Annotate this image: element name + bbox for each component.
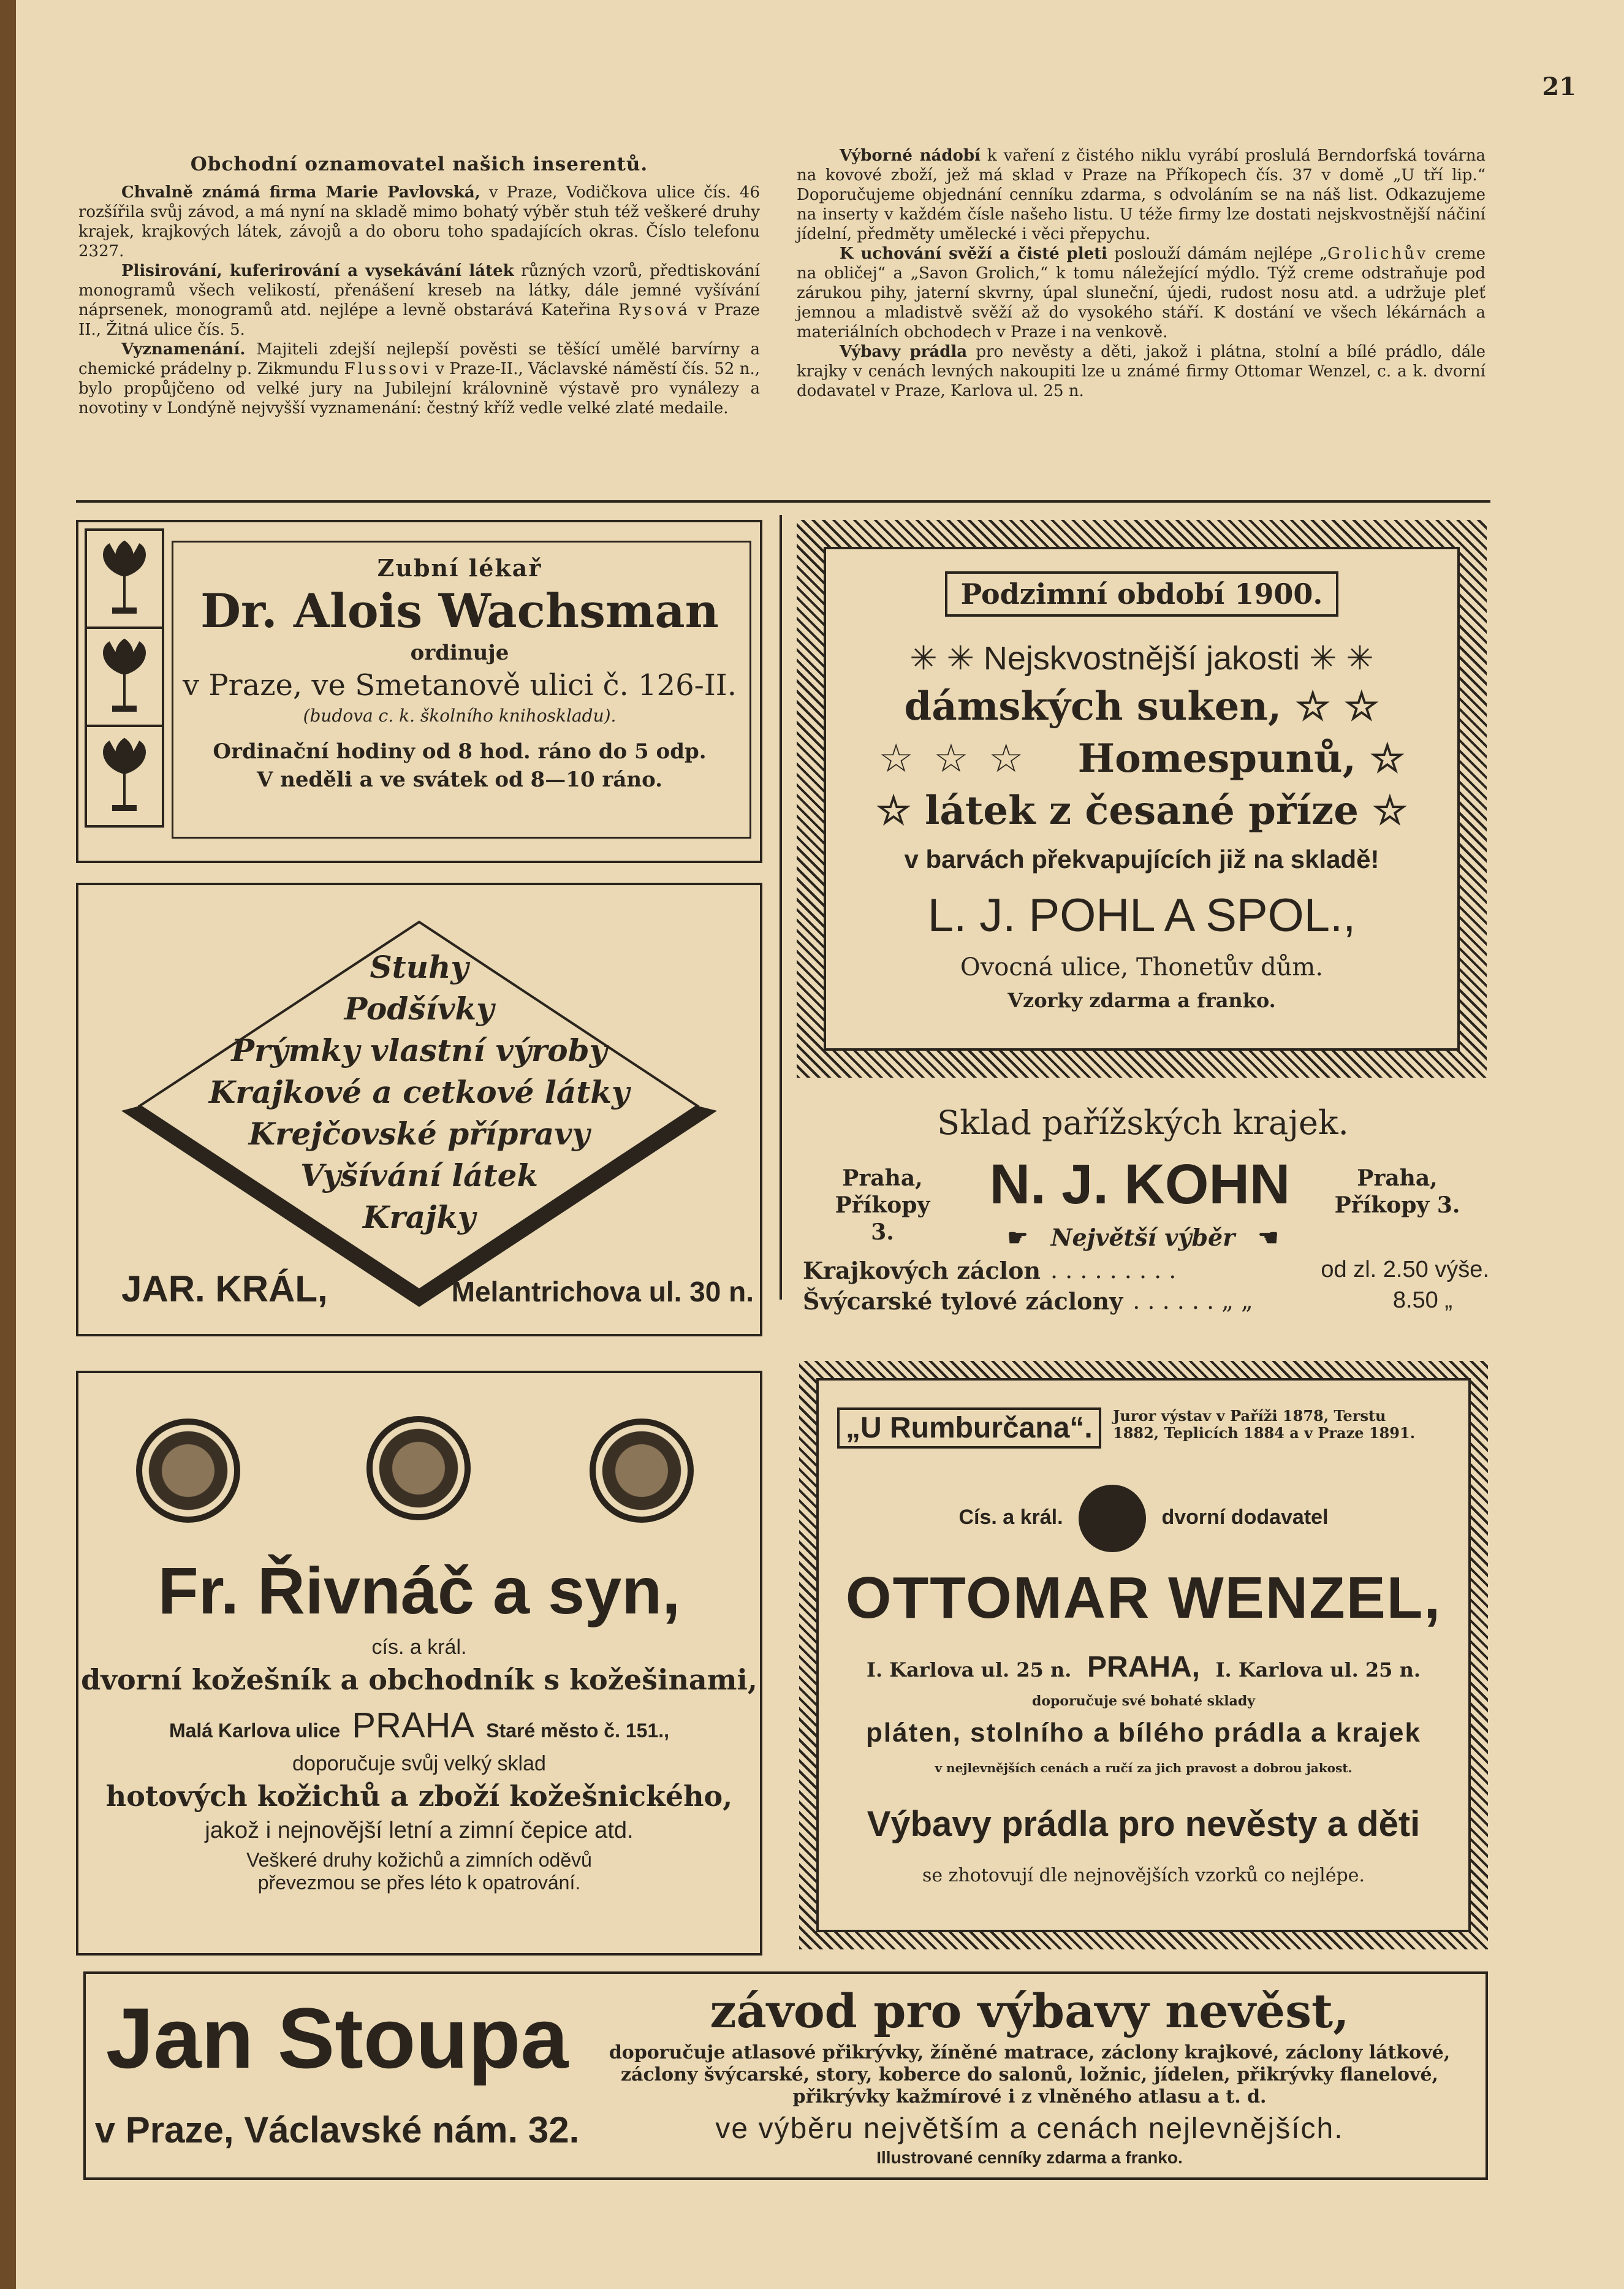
notice-fluss: Vyznamenání. Majiteli zdejší nejlepší pověsti se těšící umělé barvírny a chemické prádelny p. Zikmundu Flussovi v Praze-II., Václavské náměstí čís. 52 n., bylo propůjčeno od velké jury na Jubilejní královnině výstavě pro vynálezy a novotiny v Londýně nejvyšší vyznamenání: čestný kříž vedle velké zlaté medaile. <box>78 340 760 417</box>
kral-item: Krajkové a cetkové látky <box>208 1074 630 1110</box>
wenzel-inner <box>816 1378 1471 1932</box>
dentist-building: (budova c. k. školního knihoskladu). <box>303 706 617 726</box>
kohn-row2-dots: . . . . . . „ „ <box>1133 1287 1253 1314</box>
kral-items <box>170 946 668 1238</box>
pohl-heading-box <box>945 571 1339 617</box>
ad-wenzel <box>799 1361 1488 1949</box>
palm-icon <box>87 629 162 727</box>
kral-item: Vyšívání látek <box>300 1157 539 1194</box>
wenzel-addr-a: I. Karlova ul. 25 n. <box>867 1658 1072 1682</box>
ad-kral <box>76 883 762 1336</box>
wenzel-purveyor-b: dvorní dodavatel <box>1161 1505 1329 1529</box>
kral-item: Podšívky <box>344 991 495 1027</box>
kohn-selection: Největší výběr <box>1050 1224 1235 1251</box>
pohl-line3: Homespunů, ☆ <box>1077 736 1405 782</box>
notice-wenzel: Výbavy prádla pro nevěsty a děti, jakož i plátna, stolní a bílé prádlo, dále krajky v cenách levných nakoupiti lze u známé firmy Ottomar Wenzel, c. a k. dvorní dodavatel v Praze, Karlova ul. 25 n. <box>797 343 1486 400</box>
notice-berndorf: Výborné nádobí k vaření z čistého niklu vyrábí proslulá Berndorfská továrna na kovové zboží, jež má sklad v Praze na Příkopech čís. 37 v domě „U tří lip.“ Doporučujeme objednání cenníku zdarma, s odvoláním se na náš list. Odkazujeme na inserty v každém čísle našeho listu. U téže firmy lze dostati nejskvostnější náčiní jídelní, předměty umělecké i věci přepychu. <box>797 147 1486 243</box>
pointing-hand-left-icon: ☚ <box>1258 1224 1279 1251</box>
pohl-line3-row <box>826 736 1457 782</box>
ad-kohn <box>797 1103 1489 1324</box>
stoupa-footer: Illustrované cenníky zdarma a franko. <box>876 2148 1183 2167</box>
dentist-sunday: V neděli a ve svátek od 8—10 ráno. <box>256 767 663 792</box>
column-title: Obchodní oznamovatel našich inserentů. <box>190 153 648 175</box>
pohl-heading: Podzimní období 1900. <box>960 577 1323 611</box>
pohl-line4: ☆ látek z česané příze ☆ <box>876 788 1408 834</box>
kral-item: Krajky <box>363 1199 476 1235</box>
kohn-right-street: Příkopy 3. <box>1334 1192 1460 1218</box>
medal-icon <box>590 1419 694 1523</box>
star-icons: ☆ ☆ ☆ <box>878 736 1028 782</box>
palm-icon <box>87 531 162 629</box>
rivnac-city: PRAHA <box>352 1705 475 1745</box>
notice-grolich: K uchování svěží a čisté pleti poslouží dámám nejlépe „Grolichův creme na obličej“ a „Savon Grolich,“ k tomu náležející mýdlo. Týž creme odstraňuje pod zárukou pihy, jaterní skvrny, úpal sluneční, újedi, rudost nosu atd. a udržuje pleť jemnou a mladistvě svěží až do vysokého stáří. K dostání ve všech lékárnách a materiálních obchodech v Praze i na venkově. <box>797 245 1486 341</box>
ad-pohl <box>797 520 1487 1078</box>
rivnac-line4: doporučuje svůj velký sklad <box>292 1752 546 1775</box>
kohn-firm: N. J. KOHN <box>989 1153 1291 1216</box>
page-edge <box>0 0 16 2289</box>
notice-rysova: Plisirování, kuferirování a vysekávání látek různých vzorů, předtiskování monogramů všech velikostí, přenášení kreseb na látky, dále jemné vyšívání náprsenek, monogramů atd. nejlépe a levně obstarává Kateřina Rysová v Praze II., Žitná ulice čís. 5. <box>78 262 761 339</box>
wenzel-addr-b: PRAHA, <box>1087 1651 1200 1683</box>
wenzel-sign-box <box>837 1407 1101 1449</box>
wenzel-firm: OTTOMAR WENZEL, <box>845 1565 1442 1631</box>
rivnac-street: Malá Karlova ulice <box>169 1720 341 1742</box>
stoupa-right <box>576 1984 1483 2168</box>
pohl-samples: Vzorky zdarma a franko. <box>1007 989 1276 1012</box>
wenzel-line5: se zhotovují dle nejnovějších vzorků co nejlépe. <box>922 1865 1365 1886</box>
ad-rivnac <box>76 1371 762 1956</box>
rivnac-line3-row <box>78 1705 760 1746</box>
wenzel-sign: „U Rumburčana“. <box>846 1412 1093 1444</box>
rivnac-line5: hotových kožichů a zboží kožešnického, <box>105 1780 733 1813</box>
wenzel-line1: doporučuje své bohaté sklady <box>1031 1693 1256 1709</box>
rivnac-district: Staré město č. 151., <box>486 1720 670 1742</box>
column-divider <box>780 515 782 1300</box>
stoupa-address: v Praze, Václavské nám. 32. <box>94 2109 580 2150</box>
wenzel-purveyor-row <box>819 1485 1468 1552</box>
kral-name: JAR. KRÁL, <box>121 1268 328 1309</box>
pohl-line2: dámských suken, ☆ ☆ <box>904 684 1379 729</box>
stoupa-text: doporučuje atlasové přikrývky, žíněné matrace, záclony krajkové, záclony látkové, záclony švýcarské, story, koberce do salonů, ložnic, jídelen, přikrývky flanelové, přikrývky kažmírové i z vlněného atlasu a t. d. <box>609 2042 1451 2108</box>
kohn-price-1 <box>803 1257 1489 1284</box>
kohn-heading: Sklad pařížských krajek. <box>937 1103 1349 1142</box>
palm-icon <box>87 727 162 825</box>
kohn-price-2 <box>803 1287 1489 1315</box>
kohn-right-city: Praha, <box>1357 1165 1438 1191</box>
wenzel-purveyor-a: Cís. a král. <box>958 1505 1063 1529</box>
pohl-text <box>826 549 1457 1012</box>
kohn-left-street: Příkopy 3. <box>835 1192 930 1245</box>
dentist-hours: Ordinační hodiny od 8 hod. ráno do 5 odp. <box>213 739 707 764</box>
ad-stoupa <box>83 1971 1488 2180</box>
wenzel-line3: v nejlevnějších cenách a ručí za jich pravost a dobrou jakost. <box>935 1761 1353 1775</box>
notice-pavlovska: Chvalně známá firma Marie Pavlovská, v Praze, Vodičkova ulice čís. 46 rozšířila svůj závod, a má nyní na skladě mimo bohatý výběr stuh též veškeré druhy krajek, krajkových látek, závojů a do oboru toho spadajících okras. Číslo telefonu 2327. <box>78 183 760 261</box>
kohn-row1-dots: . . . . . . . . . <box>1050 1257 1177 1284</box>
kral-address: Melantrichova ul. 30 n. <box>451 1276 754 1308</box>
kral-item: Prýmky vlastní výroby <box>231 1032 607 1068</box>
kohn-row1-label: Krajkových záclon <box>803 1257 1041 1284</box>
pohl-inner <box>824 547 1460 1051</box>
stoupa-tagline: ve výběru největším a cenách nejlevnějších. <box>715 2112 1344 2145</box>
dentist-text <box>172 554 748 792</box>
pohl-firm: L. J. POHL A SPOL., <box>927 889 1356 942</box>
medal-icon <box>366 1416 471 1520</box>
medal-icon <box>136 1419 240 1523</box>
kral-item: Krejčovské přípravy <box>248 1116 590 1152</box>
left-column <box>78 154 760 418</box>
stoupa-name: Jan Stoupa <box>105 1990 569 2086</box>
right-column <box>797 146 1486 401</box>
dentist-address: v Praze, ve Smetanově ulici č. 126-II. <box>182 668 737 703</box>
wenzel-addr-c: I. Karlova ul. 25 n. <box>1215 1658 1421 1682</box>
wenzel-line4: Výbavy prádla pro nevěsty a děti <box>867 1804 1421 1844</box>
top-divider <box>76 500 1490 503</box>
pointing-hand-right-icon: ☛ <box>1007 1224 1028 1251</box>
pohl-line5: v barvách překvapujících již na skladě! <box>904 845 1379 874</box>
rivnac-text <box>78 1551 760 1894</box>
kohn-left-city: Praha, <box>842 1165 923 1191</box>
kohn-selection-row <box>797 1224 1489 1251</box>
ad-dentist <box>76 520 762 863</box>
page-number: 21 <box>1542 72 1576 101</box>
pohl-line1: ✳ ✳ Nejskvostnější jakosti ✳ ✳ <box>909 640 1374 677</box>
wenzel-addr-row <box>819 1650 1468 1684</box>
dentist-ordinuje: ordinuje <box>410 641 509 665</box>
rivnac-line2: dvorní kožešník a obchodník s kožešinami, <box>81 1663 757 1696</box>
pohl-address: Ovocná ulice, Thonetův dům. <box>960 953 1324 981</box>
rivnac-firm: Fr. Řivnáč a syn, <box>157 1553 681 1628</box>
palm-ornaments <box>85 528 164 828</box>
dentist-heading: Zubní lékař <box>377 554 542 582</box>
kohn-row1-price: od zl. 2.50 výše. <box>1321 1257 1489 1282</box>
wenzel-line2: pláten, stolního a bílého prádla a krajek <box>866 1718 1421 1748</box>
wenzel-jury: Juror výstav v Paříži 1878, Terstu 1882, Teplicích 1884 a v Praze 1891. <box>1113 1407 1416 1442</box>
rivnac-line1: cís. a král. <box>371 1636 467 1659</box>
stoupa-heading: závod pro výbavy nevěst, <box>710 1984 1349 2038</box>
rivnac-line7: Veškeré druhy kožichů a zimních oděvů převezmou se přes léto k opatrování. <box>246 1849 592 1894</box>
dentist-name: Dr. Alois Wachsman <box>200 584 719 638</box>
kohn-row2-label: Švýcarské tylové záclony <box>803 1287 1123 1315</box>
rivnac-line6: jakož i nejnovější letní a zimní čepice atd. <box>205 1818 634 1843</box>
kohn-row2-price: 8.50 „ <box>1392 1287 1452 1313</box>
kohn-right-addr <box>1330 1165 1465 1219</box>
kral-item: Stuhy <box>370 949 469 985</box>
eagle-crest-icon <box>1079 1485 1146 1552</box>
